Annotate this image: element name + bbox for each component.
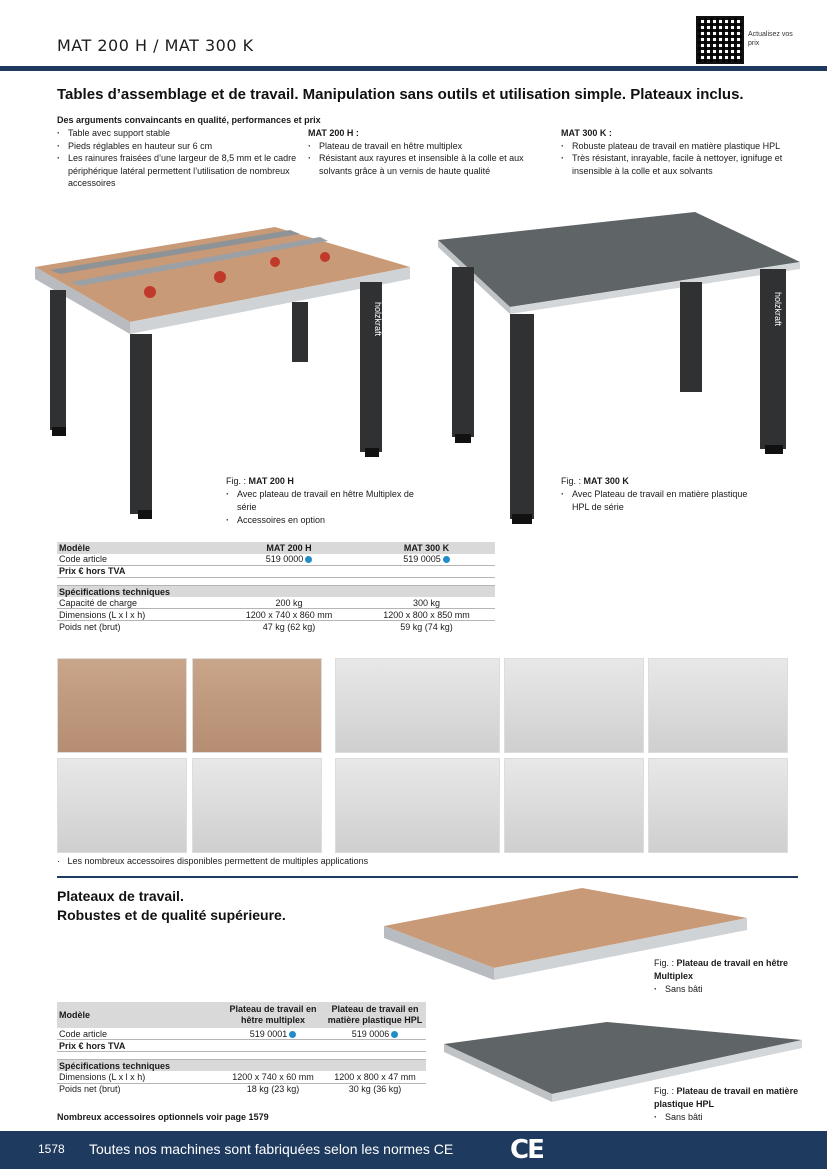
list-item: · Résistant aux rayures et insensible à la colle et aux solvants grâce à un vernis de haute qualité [308,152,553,177]
list-item: · Accessoires en option [226,514,426,527]
accessories-note: · Les nombreux accessoires disponibles permettent de multiples applications [57,856,369,866]
list-item: · Table avec support stable [57,127,297,140]
arguments-mat300 [561,127,806,177]
table-header: Modèle [57,1002,222,1028]
list-item: · Très résistant, inrayable, facile à nettoyer, ignifuge et insensible à la colle et aux solvants [561,152,806,177]
table-header: MAT 200 H [220,542,358,554]
table-label: Dimensions (L x l x h) [57,1071,222,1083]
fig-name: Plateau de travail en hêtre Multiplex [654,958,789,981]
table-cell: 59 kg (74 kg) [400,621,453,632]
fig-prefix: Fig. : [561,476,584,486]
table-cell: 300 kg [358,597,495,609]
page-footer [0,1131,827,1169]
fig-plate-hpl-caption [654,1085,814,1124]
accessory-photo [335,758,500,853]
table-header: Plateau de travail en matière plastique HPL [324,1002,426,1028]
page-title: MAT 200 H / MAT 300 K [57,36,254,55]
accessory-photo [648,658,788,753]
fig-prefix: Fig. : [226,476,249,486]
list-item: · Avec plateau de travail en hêtre Multiplex de série [226,488,426,514]
table-cell: 200 kg [220,597,358,609]
accessory-photo [648,758,788,853]
table-section: Spécifications techniques [57,585,220,597]
arguments-mat200 [308,127,553,177]
arguments-title: Des arguments convaincants en qualité, performances et prix [57,115,321,125]
table-cell: 519 0005 [358,554,495,566]
accessory-photo [192,658,322,753]
fig-name: MAT 300 K [583,476,629,486]
table-section: Spécifications techniques [57,1060,222,1072]
header-bar [0,66,827,71]
brand-logo: holzkraft [373,302,383,337]
plates-title-line2: Robustes et de qualité supérieure. [57,907,286,923]
table-cell: 1200 x 740 x 60 mm [222,1071,324,1083]
list-item: · Pieds réglables en hauteur sur 6 cm [57,140,297,153]
list-item: · Sans bâti [654,983,814,996]
table-cell: 519 0000 [220,554,358,566]
list-item: · Les rainures fraisées d’une largeur de 8,5 mm et le cadre périphérique latéral permettent l’utilisation de nombreux accessoires [57,152,297,190]
table-header: Modèle [57,542,220,554]
table-label: Code article [57,554,220,566]
table-label: Prix € hors TVA [57,1040,222,1052]
spec-table-plates [57,1002,426,1095]
plates-title [57,887,286,925]
fig-name: Plateau de travail en matière plastique HPL [654,1086,799,1109]
table-cell: 47 kg (62 kg) [262,621,316,632]
info-icon[interactable] [443,556,450,563]
qr-code-icon[interactable] [696,16,744,64]
page-header [0,0,827,72]
accessory-photo [192,758,322,853]
list-item: · Avec Plateau de travail en matière plastique HPL de série [561,488,761,514]
table-spacer [57,1052,426,1060]
page-number: 1578 [38,1142,65,1156]
footer-text: Toutes nos machines sont fabriquées selon les normes CE [89,1141,454,1157]
table-cell: 1200 x 800 x 47 mm [324,1071,426,1083]
table-label: Poids net (brut) [59,1084,121,1095]
fig-name: MAT 200 H [248,476,294,486]
table-label: Poids net (brut) [59,621,121,632]
list-item: · Robuste plateau de travail en matière plastique HPL [561,140,806,153]
more-accessories-note: Nombreux accessoires optionnels voir page 1579 [57,1112,269,1122]
table-header: Plateau de travail en hêtre multiplex [222,1002,324,1028]
table-cell: 18 kg (23 kg) [246,1084,300,1095]
table-cell: 30 kg (36 kg) [348,1084,402,1095]
mat200-head: MAT 200 H : [308,128,359,138]
ce-mark-icon: CE [510,1135,543,1165]
accessory-photo [57,758,187,853]
qr-note: Actualisez vos prix [748,31,793,47]
mat300-head: MAT 300 K : [561,128,612,138]
fig-plate-wood-caption [654,957,814,996]
table-cell: 519 0001 [222,1028,324,1040]
plates-title-line1: Plateaux de travail. [57,888,184,904]
spec-table-mat [57,542,495,633]
list-item: · Plateau de travail en hêtre multiplex [308,140,553,153]
fig-mat200-caption [226,475,426,527]
table-cell [358,566,495,578]
fig-prefix: Fig. : [654,958,677,968]
table-header: MAT 300 K [358,542,495,554]
fig-prefix: Fig. : [654,1086,677,1096]
info-icon[interactable] [289,1031,296,1038]
info-icon[interactable] [305,556,312,563]
section-divider [57,876,798,878]
table-label: Code article [57,1028,222,1040]
brand-logo: holzkraft [773,292,783,327]
headline: Tables d’assemblage et de travail. Manipulation sans outils et utilisation simple. Plateaux inclus. [57,86,744,103]
accessory-photo [504,758,644,853]
info-icon[interactable] [391,1031,398,1038]
accessory-photo [57,658,187,753]
list-item: · Sans bâti [654,1111,814,1124]
fig-mat300-caption [561,475,761,514]
table-cell: 1200 x 800 x 850 mm [358,609,495,621]
table-cell [222,1040,324,1052]
table-cell: 519 0006 [324,1028,426,1040]
accessory-photo [335,658,500,753]
table-cell [324,1040,426,1052]
table-cell: 1200 x 740 x 860 mm [220,609,358,621]
table-label: Dimensions (L x l x h) [57,609,220,621]
table-label: Capacité de charge [57,597,220,609]
arguments-general [57,127,297,190]
table-spacer [57,577,495,585]
accessory-photo [504,658,644,753]
table-label: Prix € hors TVA [57,566,220,578]
table-cell [220,566,358,578]
